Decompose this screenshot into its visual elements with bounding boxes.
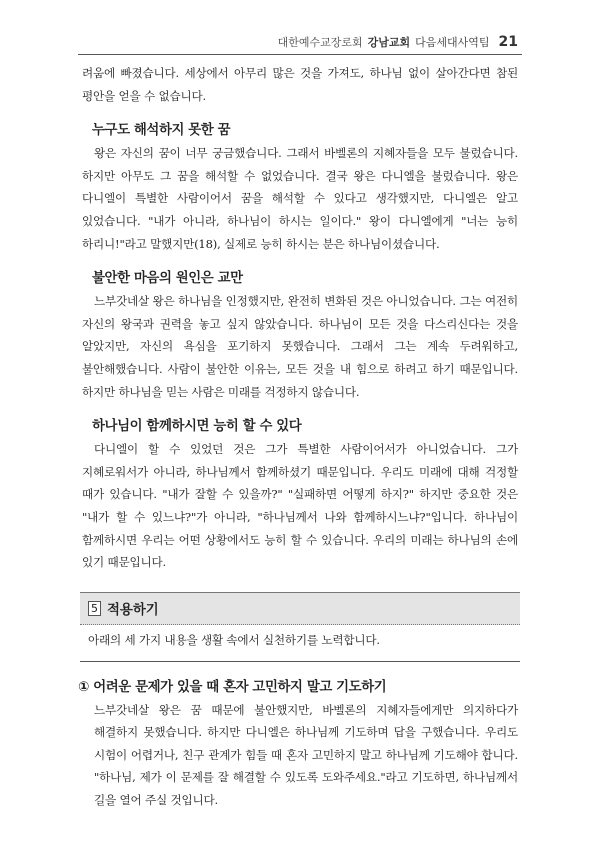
section-heading-dream: 누구도 해석하지 못한 꿈 [92, 123, 231, 139]
running-header [278, 34, 518, 50]
step-title-1: 어려운 문제가 있을 때 혼자 고민하지 말고 기도하기 [93, 679, 387, 695]
header-rule [78, 54, 522, 55]
header-team: 다음세대사역팀 [415, 36, 490, 49]
section-paragraph-god-with-us: 다니엘이 할 수 있었던 것은 그가 특별한 사람이어서가 아니었습니다. 그가 지혜로워서가 아니라, 하나님께서 함께하셨기 때문입니다. 우리도 미래에 대해 걱정할 때가 있습니다. "내가 잘할 수 있을까?" "실패하면 어떻게 하지?" 하지만 중요한 것은 "내가 할 수 있느냐?"가 아니라, "하나님께서 나와 함께하시느냐?"입니다. 하나님이 함께하시면 우리는 어떤 상황에서도 능히 할 수 있습니다. 우리의 미래는 하나님의 손에 있기 때문입니다. [82, 442, 518, 570]
apply-number-badge: 5 [88, 601, 101, 616]
step-marker-1: ① [78, 679, 89, 695]
section-heading-pride: 불안한 마음의 원인은 교만 [92, 271, 243, 287]
header-org: 대한예수교장로회 [277, 36, 363, 49]
section-paragraph-pride: 느부갓네살 왕은 하나님을 인정했지만, 완전히 변화된 것은 아니었습니다. 그는 여전히 자신의 왕국과 권력을 놓고 싶지 않았습니다. 하나님이 모든 것을 다스리신다는 것을 알았지만, 자신의 욕심을 포기하지 못했습니다. 그래서 그는 계속 두려워하고, 불안해했습니다. 사람이 불안한 이유는, 모든 것을 내 힘으로 하려고 하기 때문입니다. 하지만 하나님을 믿는 사람은 미래를 걱정하지 않습니다. [82, 294, 518, 399]
step-heading-1 [78, 676, 518, 695]
header-church: 강남교회 [367, 36, 411, 49]
apply-rule [80, 661, 520, 662]
intro-paragraph: 려움에 빠졌습니다. 세상에서 아무리 많은 것을 가져도, 하나님 없이 살아간다면 참된 평안을 얻을 수 없습니다. [82, 66, 518, 103]
page-content [78, 62, 518, 812]
apply-description: 아래의 세 가지 내용을 생활 속에서 실천하기를 노력합니다. [88, 632, 380, 647]
step-paragraph-1: 느부갓네살 왕은 꿈 때문에 불안했지만, 바벨론의 지혜자들에게만 의지하다가 해결하지 못했습니다. 하지만 다니엘은 하나님께 기도하며 답을 구했습니다. 우리도 시험이 어렵거나, 친구 관계가 힘들 때 혼자 고민하지 말고 하나님께 기도해야 합니다. "하나님, 제가 이 문제를 잘 해결할 수 있도록 도와주세요."라고 기도하면, 하나님께서 길을 열어 주실 것입니다. [94, 702, 518, 808]
apply-title: 적용하기 [107, 602, 159, 618]
apply-section-header [80, 592, 520, 625]
section-heading-god-with-us: 하나님이 함께하시면 능히 할 수 있다 [92, 419, 302, 435]
page-number: 21 [498, 34, 518, 50]
section-paragraph-dream: 왕은 자신의 꿈이 너무 궁금했습니다. 그래서 바벨론의 지혜자들을 모두 불렀습니다. 하지만 아무도 그 꿈을 해석할 수 없었습니다. 결국 왕은 다니엘을 불렀습니다. 왕은 다니엘이 특별한 사람이어서 꿈을 해석할 수 있다고 생각했지만, 다니엘은 알고 있었습니다. "내가 아니라, 하나님이 하시는 일이다." 왕이 다니엘에게 "너는 능히 하리니!"라고 말했지만(18), 실제로 능히 하시는 분은 하나님이셨습니다. [82, 146, 518, 251]
